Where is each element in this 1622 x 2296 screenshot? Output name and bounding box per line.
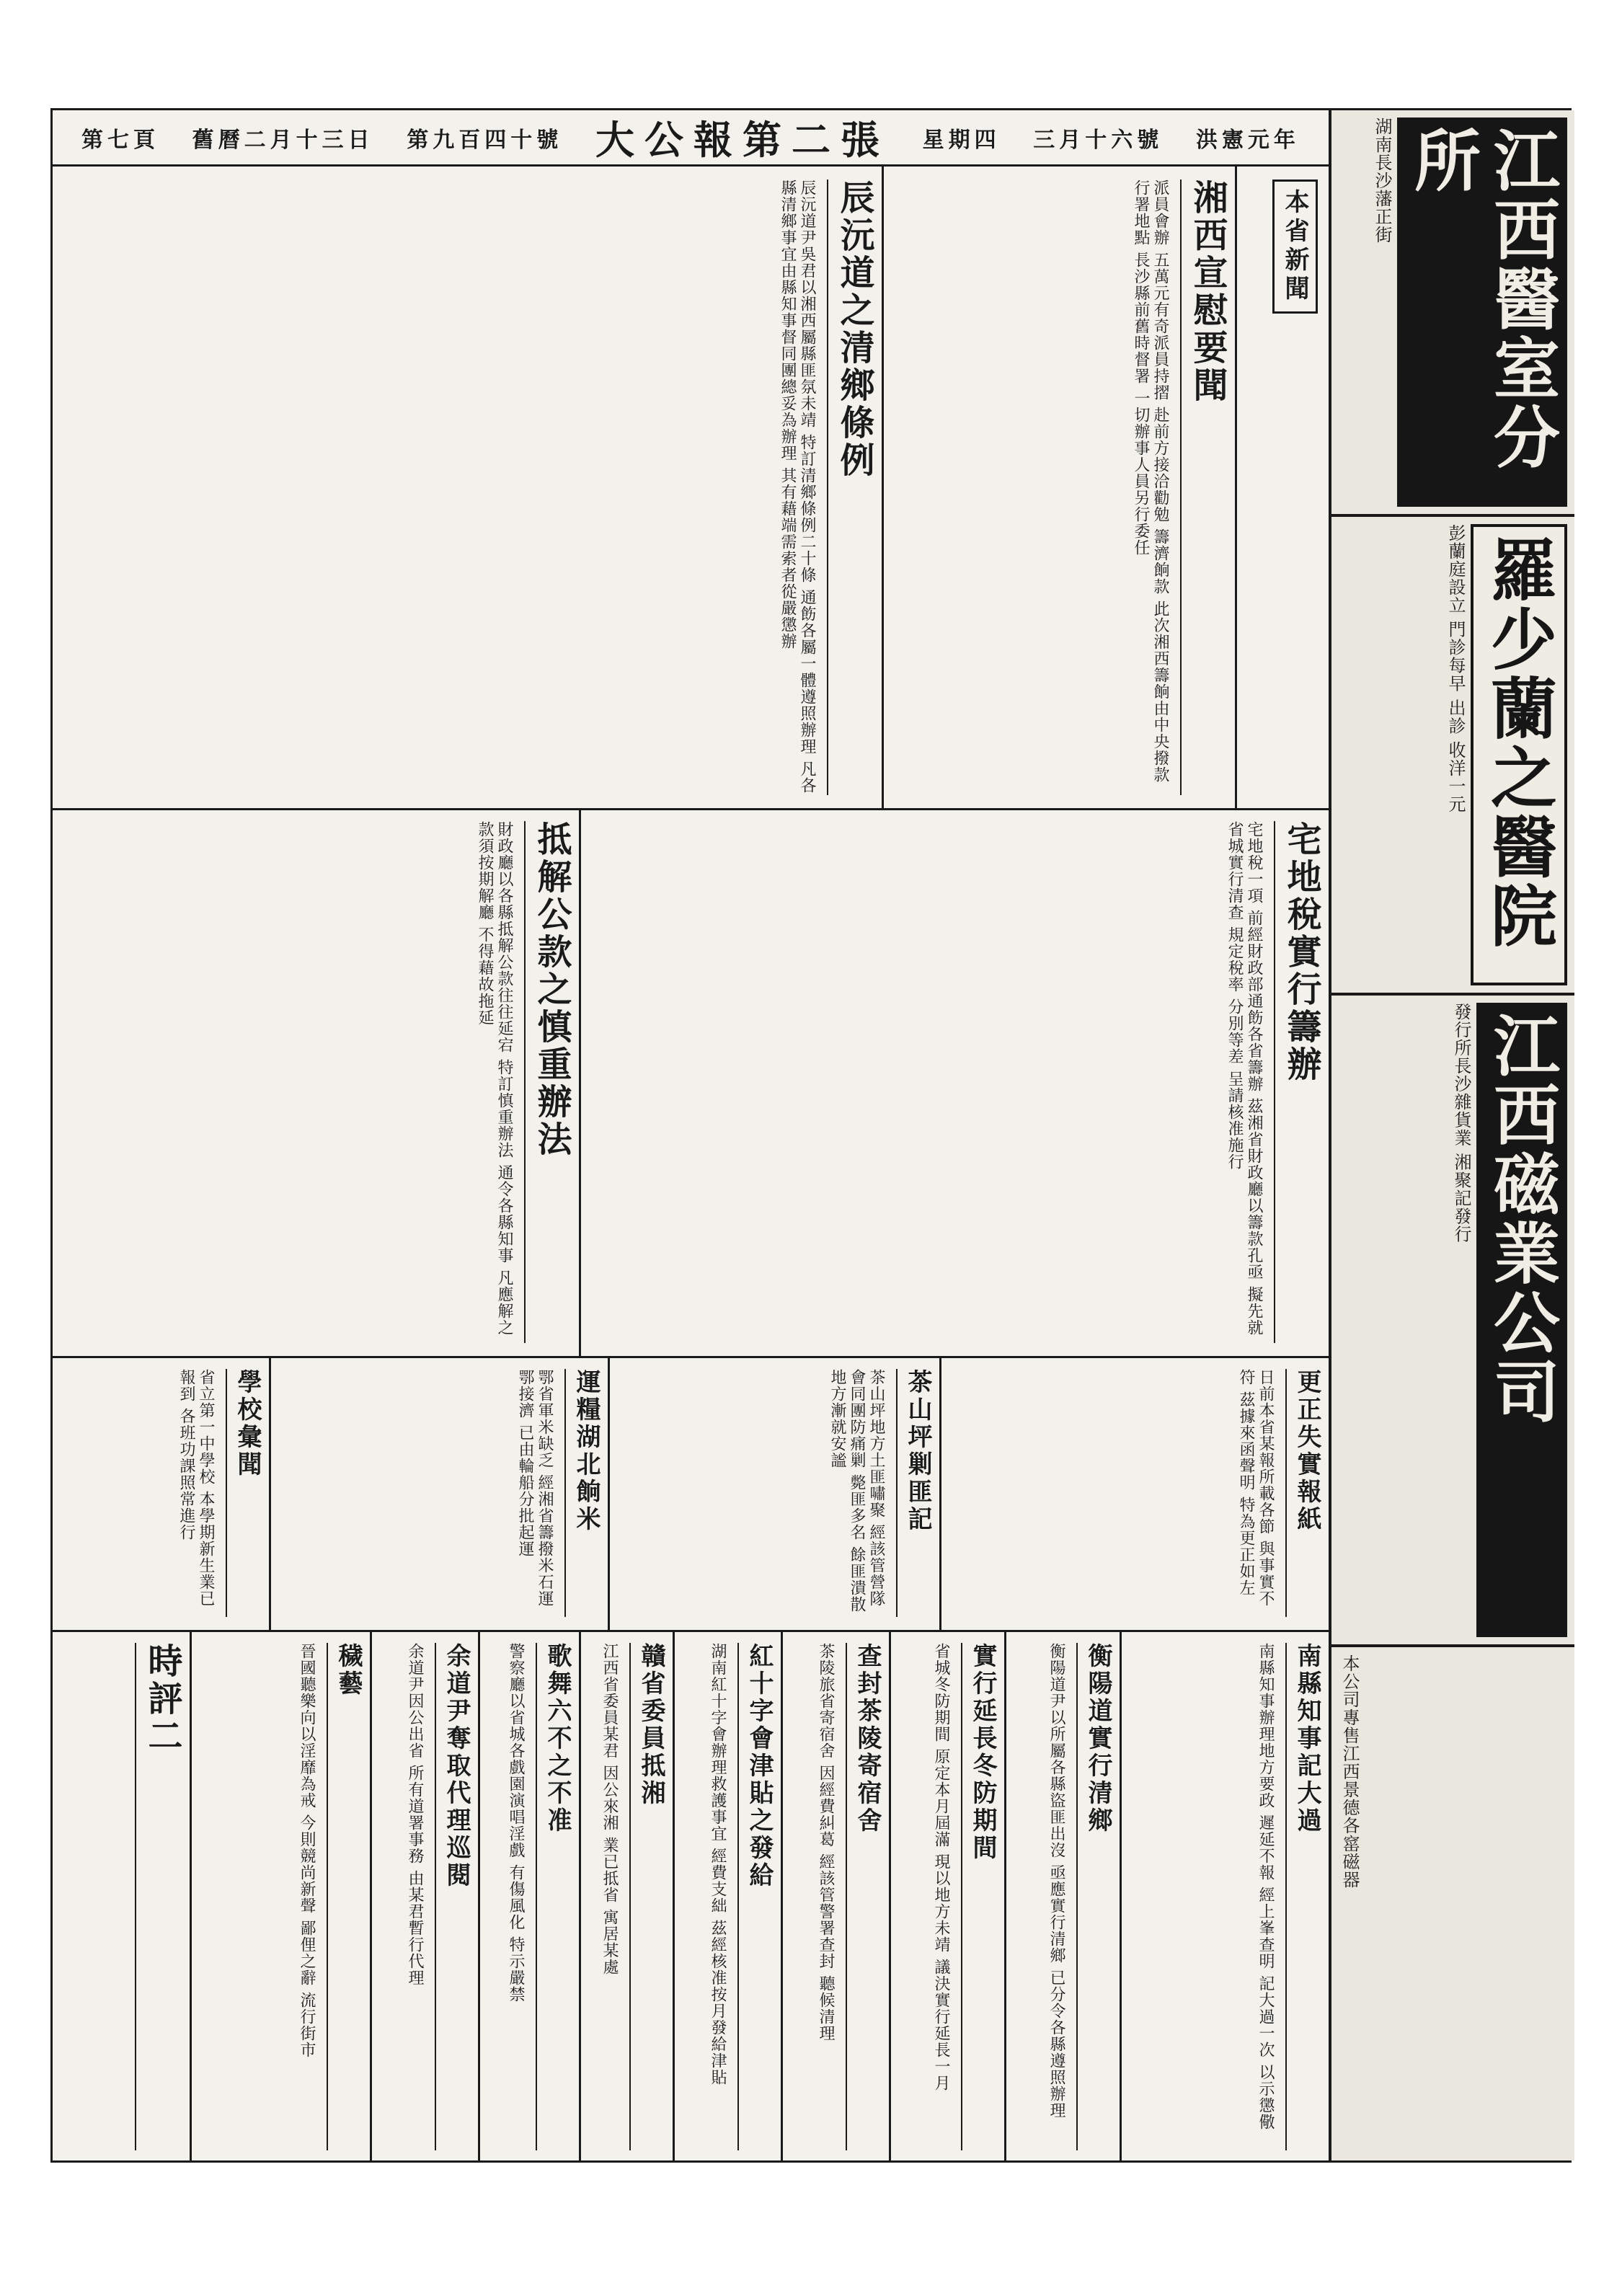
row-divider: [53, 808, 1329, 810]
column-divider: [1120, 1630, 1122, 2160]
ad-middle: [1339, 524, 1567, 985]
article-headline: 衡陽道實行清鄉: [1076, 1643, 1112, 2150]
article-body: 鄂省軍米缺乏 經湘省籌撥米石運鄂接濟 已由輪船分批起運: [516, 1369, 554, 1607]
article-body: 財政廳以各縣抵解公款往往延宕 特訂慎重辦法 通令各縣知事 凡應解之款須按期解廳 不得藉故拖延: [476, 821, 513, 1336]
article-body: 晉國聽樂向以淫靡為戒 今則競尚新聲 鄙俚之辭 流行街市: [298, 1643, 316, 2058]
ad-top: [1339, 118, 1567, 507]
article-chaling: [781, 1637, 889, 2156]
column-divider: [673, 1630, 675, 2160]
column-divider: [190, 1630, 192, 2160]
column-divider: [1235, 167, 1237, 808]
article-body: 警察廳以省城各戲園演唱淫戲 有傷風化 特示嚴禁: [507, 1643, 525, 2003]
article-headline: 歌舞六不之不准: [536, 1643, 572, 2150]
article-body: 江西省委員某君 因公來湘 業已抵省 寓居某處: [601, 1643, 619, 1975]
masthead-strip: [53, 110, 1329, 167]
ad-divider: [1331, 993, 1574, 996]
column-divider: [269, 1356, 271, 1630]
article-xiangxi: [882, 174, 1235, 801]
main-text-area: [53, 167, 1329, 2160]
newspaper-page: [50, 108, 1572, 2163]
column-divider: [579, 1630, 581, 2160]
article-song-dance: [478, 1637, 579, 2156]
article-headline: 宅地稅實行籌辦: [1274, 821, 1321, 1343]
date-month: 三月十六號: [1033, 127, 1164, 153]
column-divider: [939, 1356, 941, 1630]
article-red-cross: [673, 1637, 781, 2156]
column-divider: [882, 167, 884, 808]
section-tag: 本省新聞: [1272, 179, 1318, 314]
article-jiangxi-envoy: [579, 1637, 673, 2156]
article-body: 湖南紅十字會辦理救護事宜 經費支絀 茲經核准按月發給津貼: [709, 1643, 727, 2086]
article-body: 日前本省某報所載各節 與事實不符 茲據來函聲明 特為更正如左: [1237, 1369, 1275, 1607]
article-headline: 茶山坪剿匪記: [896, 1369, 932, 1617]
article-headline: 湘西宣慰要聞: [1180, 179, 1228, 795]
article-headline: 南縣知事記大過: [1285, 1643, 1321, 2150]
article-headline: 穢藝: [327, 1643, 363, 2150]
article-headline: 辰沅道之清鄉條例: [827, 179, 874, 795]
ad-copy: 本公司專售江西景德各窰磁器: [1339, 1654, 1360, 1889]
article-headline: 余道尹奪取代理巡閱: [435, 1643, 471, 2150]
column-divider: [370, 1630, 372, 2160]
ad-lower: [1339, 1003, 1567, 1637]
ad-divider: [1331, 1644, 1574, 1647]
article-headline: 更正失實報紙: [1285, 1369, 1321, 1617]
article-headline: 學校彙聞: [226, 1369, 262, 1617]
column-divider: [889, 1630, 891, 2160]
article-body: 省立第一中學校 本學期新生業已報到 各班功課照常進行: [177, 1369, 215, 1607]
ad-copy: 湖南長沙藩正街: [1372, 118, 1392, 244]
article-nanxian: [1120, 1637, 1329, 2156]
article-body: 茶陵旅省寄宿舍 因經費糾葛 經該管警署查封 聽候清理: [817, 1643, 835, 2042]
article-headline: 查封茶陵寄宿舍: [846, 1643, 882, 2150]
article-body: 省城冬防期間 原定本月屆滿 現以地方未靖 議決實行延長一月: [932, 1643, 950, 2091]
article-headline: 紅十字會津貼之發給: [737, 1643, 774, 2150]
article-headline: 抵解公款之慎重辦法: [524, 821, 572, 1343]
article-headline: 時評二: [135, 1643, 182, 2150]
page-number: 第七頁: [81, 127, 159, 153]
article-bandits: [608, 1363, 939, 1623]
article-headline: 贛省委員抵湘: [629, 1643, 665, 2150]
ad-footer: [1339, 1654, 1567, 2152]
date-era: 洪憲元年: [1195, 127, 1300, 153]
article-hengyang: [1004, 1637, 1120, 2156]
article-winter-defense: [889, 1637, 1004, 2156]
ad-headline: 江西醫室分所: [1397, 118, 1567, 507]
article-chenyuan: [53, 174, 882, 801]
row-divider: [53, 1630, 1329, 1632]
ad-copy: 發行所長沙雜貨業 湘聚記發行: [1451, 1003, 1471, 1244]
article-public-funds: [53, 815, 579, 1349]
column-divider: [608, 1356, 610, 1630]
article-body: 余道尹因公出省 所有道署事務 由某君暫行代理: [406, 1643, 424, 1986]
ad-copy: 彭蘭庭設立 門診每早 出診 收洋一元: [1445, 524, 1466, 813]
ad-divider: [1331, 514, 1574, 517]
article-body: 宅地稅一項 前經財政部通飭各省籌辦 茲湘省財政廳以籌款孔亟 擬先就省城實行清查 規定稅率 分別等差 呈請核准施行: [1226, 821, 1263, 1336]
column-divider: [1004, 1630, 1006, 2160]
article-essay: [190, 1637, 370, 2156]
article-body: 衡陽道尹以所屬各縣盜匪出沒 亟應實行清鄉 已分令各縣遵照辦理: [1047, 1643, 1065, 2119]
article-body: 派員會辦 五萬元有奇派員持摺 赴前方接洽勸勉 籌濟餉款 此次湘西籌餉由中央撥款 行署地點 長沙縣前舊時督署 一切辦事人員另行委任: [1132, 179, 1169, 783]
article-correction: [939, 1363, 1329, 1623]
weekday: 星期四: [922, 127, 1001, 153]
issue-number: 第九百四十號: [407, 127, 563, 153]
section-local-news: [1235, 174, 1325, 801]
article-land-tax: [579, 815, 1329, 1349]
column-divider: [579, 808, 581, 1356]
article-body: 辰沅道尹吳君以湘西屬縣匪氛未靖 特訂清鄉條例二十條 通飭各屬一體遵照辦理 凡各縣清鄉事宜由縣知事督同團總妥為辦理 其有藉端需索者從嚴懲辦: [779, 179, 816, 794]
column-divider: [478, 1630, 480, 2160]
advertisement-column: [1329, 110, 1574, 2160]
article-schools: [53, 1363, 269, 1623]
article-rice-transport: [269, 1363, 608, 1623]
article-headline: 實行延長冬防期間: [961, 1643, 997, 2150]
ad-headline: 羅少蘭之醫院: [1471, 524, 1567, 985]
column-divider: [781, 1630, 783, 2160]
lunar-date: 舊曆二月十三日: [192, 127, 374, 153]
article-body: 茶山坪地方土匪嘯聚 經該管營隊會同團防痛剿 斃匪多名 餘匪潰散 地方漸就安謐: [828, 1369, 885, 1613]
row-divider: [53, 1356, 1329, 1358]
article-headline: 運糧湖北餉米: [564, 1369, 601, 1617]
article-body: 南縣知事辦理地方要政 遲延不報 經上峯查明 記大過一次 以示懲儆: [1257, 1643, 1275, 2130]
article-yu-daoyin: [370, 1637, 478, 2156]
paper-name: 大公報第二張: [595, 117, 890, 163]
ad-headline: 江西磁業公司: [1476, 1003, 1567, 1637]
article-commentary: [53, 1637, 190, 2156]
